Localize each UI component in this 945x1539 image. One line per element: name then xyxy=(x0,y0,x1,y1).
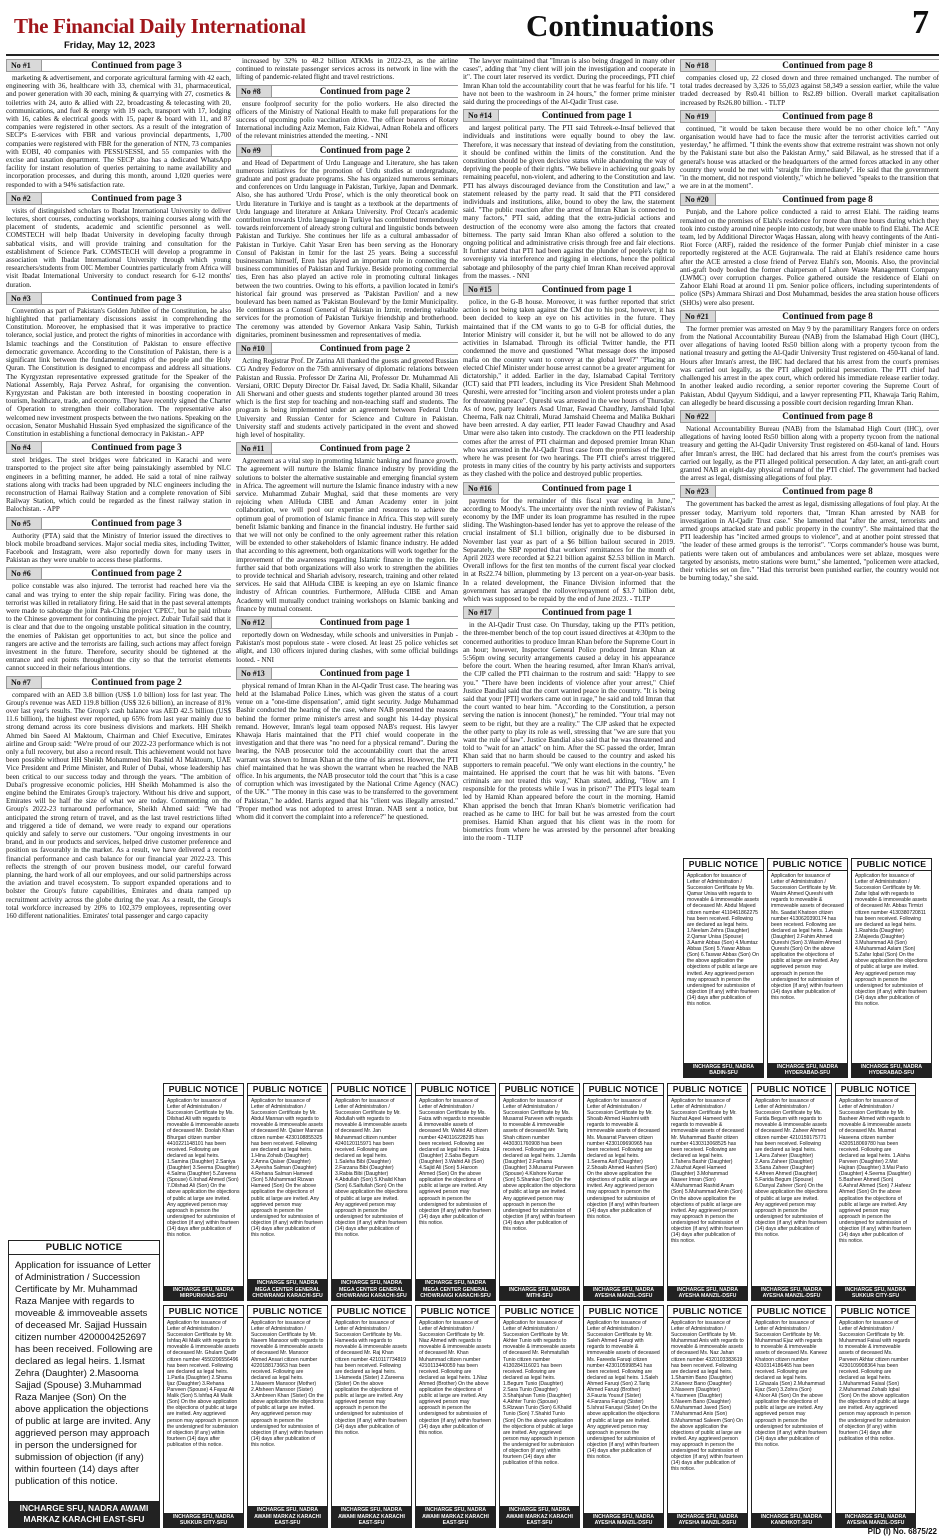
notice-title: PUBLIC NOTICE xyxy=(668,1306,747,1318)
continued-from-label: Continued from page 8 xyxy=(716,110,939,123)
notice-body: Application for issuance of Letter of Administration / Succession Certificate by Mr. Zafar Iqbal with regards to moveable & immoveable assets of deceased Mr. Abbas Tirmizi citizen number 4130380720811 has been received. Following are declared as legal heirs. 1.Rashida (Daughter) 2.Majeeda (Daughter) 3.Muhammad Ali (Son) 4.Muhammad Aslam (Son) 5.Zafar Iqbal (Son) On the above application the objections of public at large are invited. Any aggrieved person may approach in person the undersigned for submission of objection (if any) within fourteen (14) days after publication of this notice. xyxy=(855,873,928,1007)
story-header xyxy=(236,616,458,629)
story xyxy=(236,57,458,82)
public-notice xyxy=(331,1305,412,1528)
notice-body: Application for issuance of Letter of Administration / Succession Certificate by Mr. Basheer Ahmed with regards to moveable & immoveable assets of deceased Ms. Musmat Haseena citizen number 4320518069780 has been received. Following are declared as legal heirs. 1.Aisha Parveen (Daughter) 2.Mst Hajiran (Daughter) 3.Mai Pario (Daughter) 4.Seema (Daughter) 5.Basheer Ahmed (Son) 6.Ashraf Ahmed (Son) 7.Hafeez Ahmed (Son) On the above application the objections of public at large are invited. Any aggrieved person may approach in person the undersigned for submission of objection (if any) within fourteen (14) days after publication of this notice. xyxy=(839,1098,911,1245)
notice-title: PUBLIC NOTICE xyxy=(332,1084,411,1096)
story-text: increased by 32% to 48.2 billion ATKMs in 2022-23, as the airline continued to reinstate passenger services across its network in line with the lifting of pandemic-related flight and travel restrictions. xyxy=(236,57,458,82)
story xyxy=(680,410,939,482)
story xyxy=(6,567,231,672)
public-notice xyxy=(163,1305,244,1528)
continued-from-label: Continued from page 2 xyxy=(42,676,231,689)
story xyxy=(6,292,231,438)
story-text: reportedly down on Wednesday, while schools and universities in Punjab - Pakistan's most populous state - were closed. At least 25 police vehicles set alight, and 130 officers injured during clashes, with some official buildings looted. - NNI xyxy=(236,630,458,664)
notice-title: PUBLIC NOTICE xyxy=(332,1306,411,1318)
continued-from-label: Continued from page 3 xyxy=(42,292,231,305)
public-notice xyxy=(583,1083,664,1301)
story-number: No #7 xyxy=(6,676,42,689)
story xyxy=(6,441,231,513)
masthead-rule xyxy=(6,54,939,56)
story-text: police constable was also injured. The terrorist had reached here via the canal and was trying to enter the ship repair facility. Firing was done, the terrorist was killed in retaliatory firing. He said that in the past several attempts were made to sabotage the joint Pak-China project 'CPEC', but he paid tribute to the Chinese government for continuing the project. Zubair Tufail said that it is clear and that due to the ongoing unstable political situation in the country, the enemies of Pakistan get opportunities to act, but since the police and rangers are active and the terrorists are failing, such actions may affect foreign investment in the future. Therefore, security should be tightened at the entrance and exit points throughout the city so that the terrorist elements cannot succeed in their nefarious intentions. xyxy=(6,582,231,673)
notice-footer: INCHARGE SFU, NADRA MEGA CENTER GENERAL CHOWRANGI KARACHI-SFU xyxy=(416,1279,495,1300)
story xyxy=(680,485,939,582)
notice-title: PUBLIC NOTICE xyxy=(684,859,763,871)
notice-footer: INCHARGE SFU, NADRA KANDHKOT-SFU xyxy=(752,1513,831,1527)
notice-footer: INCHARGE SFU, NADRA AWAMI MARKAZ KARACHI EAST-SFU xyxy=(500,1506,579,1527)
story-header xyxy=(236,85,458,98)
story-text: National Accountability Bureau (NAB) from the Islamabad High Court (IHC), over allegations of having looted Rs50 billion along with a property tycoon from the national treasury and getting the Al-Qadir University Trust registered on 450-kanal of land. Hours after Imran's arrest, the IHC had declared that his arrest from the court's premises was carried out legally, as the PTI alleged political persecution. A day later, an anti-graft court granted NAB an eight-day physical remand of the PTI chief. The government had backed the arrest as legal, dismissing allegations of foul play. xyxy=(680,424,939,483)
story-text: Authority (PTA) said that the Ministry of Interior issued the directives to block mobile broadband services. Major social media sites, including Twitter, Facebook and Instagram, were also reportedly down for many users in Pakistan as they were unable to access these platforms. xyxy=(6,531,231,565)
notice-footer: INCHARGE SFU, NADRA BADIN-SFU xyxy=(684,1063,763,1077)
continued-from-label: Continued from page 8 xyxy=(716,193,939,206)
notice-title: PUBLIC NOTICE xyxy=(500,1084,579,1096)
story-header xyxy=(463,482,675,495)
continued-from-label: Continued from page 3 xyxy=(42,59,231,72)
public-notice xyxy=(667,1305,748,1528)
notice-body: Application for issuance of Letter of Administration / Succession Certificate by Mr. Ishfaq Ali Malik with regards to moveable & immoveable assets of deceased Mr. Ghulam Qadir citizen number 4550206556496 has been received. Following are declared as legal heirs. 1.Parila (Daughter) 2.Shama Ijaz (Daughter) 3.Rehana Parveen (Spouse) 4.Fayaz Ali Malik (Son) 5.Ishfaq Ali Malik (Son) On the above application the objections of public at large are invited. Any aggrieved person may approach in person the undersigned for submission of objection (if any) within fourteen (14) days after publication of this notice. xyxy=(167,1320,239,1448)
story-header xyxy=(6,676,231,689)
notice-body: Application for issuance of Letter of Administration / Succession Certificate by Ms. Faiza with regards to moveable & immoveable assets of deceased Mr. Wahid Ali citizen number 4240116228295 has been received. Following are declared as legal heirs. 1.Faiza (Daughter) 2.Saba Begum (Daughter) 3.Wahid Ali (Son) 4.Sajid Ali (Son) 5.Haroon Ahmed (Son) On the above application the objections of public at large are invited. Any aggrieved person may approach in person the undersigned for submission of objection (if any) within fourteen (14) days after publication of this notice. xyxy=(419,1098,491,1226)
story-text: in the Al-Qadir Trust case. On Thursday, taking up the PTI's petition, the three-member bench of the top court issued directives at 4:30pm to the concerned authorities to produce Imran Khan before the Supreme Court in an hour; however, Inspector General Police produced Imran Khan at 5:56pm owing security arrangements caused a delay in his appearance before the court. When the hearing resumed, after Imran Khan's arrival, the CJP called the PTI chairman to the rostrum and said: "Happy to see you." "There have been incidents of violence after your arrest," Chief Justice Bandial said that the court wanted peace in the country. "It is being said that your [PTI] workers came out in rage," he said and told Imran that the court wanted to hear him. "According to the Constitution, a person serving the nation is innocent (honest)," he reminded. "Your trial may not seem to be right, but they are a reality." The CJP asked that he expected the other party to play its role as well, stressing that "we are sure that you want the rule of law". Justice Bandial also said that he was threatened and told to "wait for an attack" on him. After the SC passed the order, Imran Khan said that no harm should be caused to the country and asked his supporters to remain peaceful. "We only want elections in the country," he maintained. He apprised the court that he was hit with batons. "Even criminals are not treated this way," Khan stated, adding, "How am I responsible for the protests while I was in prison?" The PTI's legal team led by Hamid Khan appeared before the court in the morning. Hamid Khan apprised the bench that Imran Khan's biometric verification had reached as he came to IHC for bail but he was arrested from the court premises. Hamid Khan argued that his client was in the room for biometrics from where he was arrested by the personnel after breaking into the room - TLTP xyxy=(463,621,675,843)
story-number: No #11 xyxy=(236,442,272,455)
continued-from-label: Continued from page 1 xyxy=(499,606,675,619)
pid-number: PID (I) No. 6875/22 xyxy=(867,1527,937,1536)
notice-body: Application for issuance of Letter of Administration / Succession Certificate by Mr. Muhammad Anis with regards to moveable & immoveable assets of deceased Ms. Naz Jahan citizen number 4320103383619 has been received. Following are declared as legal heirs. 1.Shamim Bano (Daughter) 2.Kaneez Bano (Daughter) 3.Naseem (Daughter) 4.Yasmeen (Daughter) 5.Naeem Bano (Daughter) 6.Muhammad Javed (Son) 7.Muhammad Anis (Son) 8.Muhammad Saleem (Son) On the above application the objections of public at large are invited. Any aggrieved person may approach in person the undersigned for submission of objection (if any) within fourteen (14) days after publication of this notice. xyxy=(671,1320,744,1473)
story xyxy=(6,517,231,565)
page-number: 7 xyxy=(912,4,929,41)
notice-footer: INCHARGE SFU, NADRA AYESHA MANZIL-DSFU xyxy=(584,1513,663,1527)
story xyxy=(6,192,231,289)
story-text: The former premier was arrested on May 9 by the paramilitary Rangers force on orders from the National Accountability Bureau (NAB) from the Islamabad High Court (IHC), over allegations of having looted Rs50 billion along with a property tycoon from the national treasury and getting the Al-Qadir University Trust registered on 450-kanal of land. Hours after Imran's arrest, the IHC had declared that his arrest from the court's premises was carried out legally, as the PTI alleged political persecution. The PTI chief had challenged his arrest in the apex court, which ordered his immediate release earlier today. In another leaked audio recording, a senior reporter covering the Supreme Court of Pakistan, Abdul Qayyum Siddiqui, and a lawyer representing PTI, Khawaja Tariq Rahim, can allegedly be heard discussing a possible court decision regarding Imran Khan. xyxy=(680,324,939,407)
story-header xyxy=(6,59,231,72)
story-number: No #15 xyxy=(463,283,499,296)
notice-body: Application for issuance of Letter of Administration / Succession Certificate by Mr. Abdul Mannan with regards to moveable & immoveable assets of deceased Mr. Qaiser Mannan citizen number 4230108855325 has been received. Following are declared as legal heirs. 1.Hina Zohaib (Daughter) 2.Amna Qaiser (Daughter) 3.Ayesha Salman (Daughter) 4.Rehana Salman Hameed (Son) 5.Muhammad Rizwan Hameed (Son) On the above application the objections of public at large are invited. Any aggrieved person may approach in person the undersigned for submission of objection (if any) within fourteen (14) days after publication of this notice. xyxy=(251,1098,324,1239)
story-header xyxy=(680,59,939,72)
continued-from-label: Continued from page 1 xyxy=(499,283,675,296)
text-column-1 xyxy=(6,57,231,1097)
notice-title: PUBLIC NOTICE xyxy=(768,859,847,871)
notice-body: Application for issuance of Letter of Administration / Succession Certificate by Mr. Wasim Ahmed Qureshi with regards to moveable & immoveable assets of deceased Ms. Saadat Khatoon citizen number 4130620390174 has been received. Following are declared as legal heirs. 1.Awais (Daughter) 2.Fahim Ahmed Qureshi (Son) 3.Wasim Ahmed Qureshi (Son) On the above application the objections of public at large are invited. Any aggrieved person may approach in person the undersigned for submission of objection (if any) within fourteen (14) days after publication of this notice. xyxy=(771,873,844,1001)
public-notice xyxy=(415,1083,496,1301)
story-number: No #6 xyxy=(6,567,42,580)
notice-footer: INCHARGE SFU, NADRA MEGA CENTER GENERAL CHOWRANGI KARACHI-SFU xyxy=(332,1279,411,1300)
story-number: No #2 xyxy=(6,192,42,205)
story-text: ensure foolproof security for the polio workers. He also directed the officers of the Ministry of National Health to make full preparations for the success of upcoming polio vaccination drive. The officer bearers of Rotary International including Aziz Memon, Faiz Kidwai, Adnan Rohela and officers of the relevant ministries attended the meeting. - NNI xyxy=(236,99,458,141)
notice-title: PUBLIC NOTICE xyxy=(248,1306,327,1318)
story xyxy=(680,110,939,191)
continued-from-label: Continued from page 8 xyxy=(716,485,939,498)
story-number: No #1 xyxy=(6,59,42,72)
continued-from-label: Continued from page 8 xyxy=(716,59,939,72)
continued-from-label: Continued from page 8 xyxy=(716,410,939,423)
story-number: No #20 xyxy=(680,193,716,206)
story-text: The lawyer maintained that "Imran is also being dragged in many other cases", adding that "my client will join the investigation and cooperate in it". The court later reserved its verdict. During the proceedings, PTI chief Imran Khan told the accountability court that he was fearful for his life. "I have not been to the washroom in 24 hours," the former prime minister said during the proceedings of the Al-Qadir Trust case. xyxy=(463,57,675,107)
continued-from-label: Continued from page 8 xyxy=(716,310,939,323)
notice-body: Application for issuance of Letter of Administration / Succession Certificate by Mr. Muhammad Ejaz with regards to moveable & immoveable assets of deceased Ms. Kaneez Khatoon citizen number 4310314186465 has been received. Following are declared as legal heirs. 1.Ghazala (Son) 2.Muhammad Ejaz (Son) 3.Zohra (Son) 4.Noor Ali (Son) On the above application the objections of public at large are invited. Any aggrieved person may approach in person the undersigned for submission of objection (if any) within fourteen (14) days after publication of this notice. xyxy=(755,1320,828,1448)
story-number: No #12 xyxy=(236,616,272,629)
notice-body: Application for issuance of Letter of Administration / Succession Certificate by Mr. Muhammad Faisal with regards to moveable & immoveable assets of deceased Ms. Parveen Akhtar citizen number 4230109908364 has been received. Following are declared as legal heirs. 1.Muhammad Faisal (Son) 2.Muhammad Zohaib Iqbal (Son) On the above application the objections of public at large are invited. Any aggrieved person may approach in person the undersigned for submission of objection (if any) within fourteen (14) days after publication of this notice. xyxy=(839,1320,911,1442)
notice-footer: INCHARGE SFU, NADRA MIRPURKHAS-SFU xyxy=(164,1286,243,1300)
masthead xyxy=(6,4,939,56)
story-number: No #4 xyxy=(6,441,42,454)
notice-footer: INCHARGE SFU, NADRA AYESHA MANZIL-DSFU xyxy=(668,1513,747,1527)
story-text: Acting Registrar Prof. Dr Zarina Ali thanked the guests and greeted Russian CG Andrey Fedorov on the 75th anniversary of diplomatic relations between Pakistan and Russia. Professor Dr Zarina Ali, Professor Dr. Muhammad Ali Versiani, ORIC Deputy Director Dr. Faisal Javed, Dr. Sadia Khalil, Sikandar Ali Sherwani and other guests and students together planted around 30 trees which is the first step for teaching and non-teaching staff and students. The program is being implemented under an agreement between Federal Urdu University and Russian Center for Science and Culture in Pakistan. University staff and students actively participated in the event and showed high level of hospitality. xyxy=(236,357,458,439)
story-number: No #18 xyxy=(680,59,716,72)
story-header xyxy=(463,606,675,619)
story-header xyxy=(6,517,231,530)
notice-title: PUBLIC NOTICE xyxy=(248,1084,327,1096)
notice-body: Application for issuance of Letter of Administration / Succession Certificate by Mr. Akhter Tunio with regards to moveable & immoveable assets of deceased Mr. Rehmatullah Tunio citizen number 4130284116021 has been received. Following are declared as legal heirs. 1.Begum Tunio (Daughter) 2.Sara Tunio (Daughter) 3.Shahjahan Tunio (Daughter) 4.Akhter Tunio (Spouse) 5.Rizwan Tunio (Son) 6.Khalid Tunio (Son) 7.Shahid Tunio (Son) On the above application the objections of public at large are invited. Any aggrieved person may approach in person the undersigned for submission of objection (if any) within fourteen (14) days after publication of this notice. xyxy=(503,1320,575,1467)
story-header xyxy=(6,567,231,580)
notice-footer: INCHARGE SFU, NADRA AWAMI MARKAZ KARACHI EAST-SFU xyxy=(248,1506,327,1527)
notice-body: Application for issuance of Letter of Administration / Succession Certificate by Ms. Farida Begum with regards to moveable & immoveable assets of deceased Mr. Zaheer Ahmed citizen number 4210159175771 has been received. Following are declared as legal heirs. 1.Asra Zaheer (Daughter) 2.Asra Zaheer (Daughter) 3.Sana Zaheer (Daughter) 4.Afreen Ahmed (Daughter) 5.Farida Begum (Spouse) 6.Danyal Zaheer (Son) On the above application the objections of public at large are invited. Any aggrieved person may approach in person the undersigned for submission of objection (if any) within fourteen (14) days after publication of this notice. xyxy=(755,1098,828,1239)
story-text: police, in the G-B house. Moreover, it was further reported that strict action is not being taken against the CM due to his post, however, it has been decided to keep an eye on his activities in the future. They maintained that if the CM wants to go to G-B for official duties, the Interior Ministry will consider it, but he will not be allowed to do any activities in Islamabad. Through its official Twitter handle, the PTI condemned the move and questioned "What message does the imposed mafia on the country want to convey at the global level?" "Placing an elected Chief Minister under house arrest cannot be a greater argument for dictatorship," it added. Earlier in the day, Islamabad Capital Territory (ICT) said that PTI leaders, including its Vice President Shah Mehmood Qureshi, were arrested for "inciting arson and violent protests under a plan for threatening peace". Qureshi was arrested in the wee hours of Thursday. As of now, party leaders Asad Umar, Fawad Chaudhry, Jamshaid Iqbal Cheema, Falk naz Chitrali, Murad Jamshaid Cheema and Malika Bukhari have been arrested. A day earlier, PTI leader Fawad Chaudhry and Asad Umar were also taken into custody. The crackdown on the PTI leadership comes after the arrest of PTI chairman and deposed premier Imran Khan who was arrested in the Al-Qadir Trust case from the premises of the IHC, where he was present for two hearings. The PTI chief's arrest triggered protests in many cities of the country by his party activists and supporters as they clashed with the police and destroyed public properties. xyxy=(463,298,675,479)
public-notice xyxy=(683,858,764,1078)
continued-from-label: Continued from page 2 xyxy=(272,144,458,157)
story xyxy=(680,193,939,306)
issue-date: Friday, May 12, 2023 xyxy=(64,40,156,51)
notice-title: PUBLIC NOTICE xyxy=(500,1306,579,1318)
story-header xyxy=(680,485,939,498)
story-number: No #3 xyxy=(6,292,42,305)
notice-body: Application for issuance of Letter of Administration / Succession Certificate by Mr. Nuzhat Aqeel Hameed with regards to moveable & immoveable assets of deceased Mr. Muhammad Bashir citizen number 4130313068525 has been received. Following are declared as legal heirs. 1.Tahera Bashir (Daughter) 2.Nuzhat Aqeel Hameed (Daughter) 3.Mohammad Naseer Imran (Son) 4.Muhammad Rashid Anam (Son) 5.Muhammad Amin (Son) On the above application the objections of public at large are invited. Any aggrieved person may approach in person the undersigned for submission of objection (if any) within fourteen (14) days after publication of this notice. xyxy=(671,1098,744,1245)
notice-title: PUBLIC NOTICE xyxy=(164,1306,243,1318)
continued-from-label: Continued from page 2 xyxy=(272,342,458,355)
notice-title: PUBLIC NOTICE xyxy=(752,1306,831,1318)
public-notice xyxy=(163,1083,244,1301)
text-column-4 xyxy=(680,57,939,857)
story-header xyxy=(236,442,458,455)
story-header xyxy=(463,109,675,122)
notice-title: PUBLIC NOTICE xyxy=(9,1241,159,1255)
story-text: steel bridges. The steel bridges were fabricated in Karachi and were transported to the project site after being painstakingly assembled by NLC engineers in a befitting manner, he added. He said a total of nine railway stations along with tracks had been upgraded by NLC engineers including the reconstruction of Harnai Railway Station and a complete renovation of Sibi Railway Station, which could be regarded as the finest railway station in Balochistan. - APP xyxy=(6,456,231,514)
notice-footer: INCHARGE SFU, NADRA AWAMI MARKAZ KARACHI EAST-SFU xyxy=(416,1506,495,1527)
continued-from-label: Continued from page 1 xyxy=(499,109,675,122)
story-text: Convention as part of Pakistan's Golden Jubilee of the Constitution, he also highlighted that parliamentary discussions assist in comprehending the Constitution. Moreover, he emphasised that it was imperative to practice tolerance, social justice, and protect the rights of minorities in accordance with Islamic teachings and the Constitution of Pakistan to ensure effective democratic governance. According to the Constitution of Pakistan, there is a significant link between the fundamental rights of the people and the Holy Quran. The Constitution is designed to encompass and address all situations. The Kyrgyzstan representative expressed gratitude for the Speaker of the National Assembly, Raja Pervez Ashraf, for organising the convention. Kyrgyzstan and Pakistan are both interested in boosting cooperation in tourism, healthcare, trade, and economy. They have recently signed the Charter of Operation to strengthen their collaboration. The representative also welcomed new investment prospects between the two nations. Speaking on the occasion, Senator Mushahid Hussain Syed emphasized the significance of the Constitution in establishing a functional democracy in Pakistan.- APP xyxy=(6,306,231,438)
story-text: Punjab, and the Lahore police conducted a raid to arrest Elahi. The raiding teams remained on the premises of Elahi's residence for more than three hours during which they took into custody around nine people into custody, but were unable to find Elahi. The ACE team, led by Additional Director Waqas Hassan, along with heavy contingents of the Anti-Riot Force (ARF), raided the residence of the former Punjab chief minister in a case reportedly registered at the ACE Gujranwala. The raid at Elahi's residence came hours after the ACE arrested a close friend of Pervez Elahi's son, Moonis. Also, the provincial anti-graft body booked the former chairperson of Lahore Waste Management Company (LWMC) over corruption charges. Police gathered outside the residence of Elahi on Zahoor Elahi Road at around 11 pm. Senior police officers, including superintendents of police (SPs) Ammara Shirazi and Dost Muhammad, besides the area station house officers (SHOs) were also present. xyxy=(680,208,939,307)
story-header xyxy=(680,110,939,123)
story xyxy=(463,109,675,280)
story-number: No #9 xyxy=(236,144,272,157)
public-notice xyxy=(851,858,932,1078)
story xyxy=(680,59,939,107)
story-number: No #22 xyxy=(680,410,716,423)
notice-title: PUBLIC NOTICE xyxy=(668,1084,747,1096)
public-notice xyxy=(751,1305,832,1528)
notice-footer: INCHARGE SFU, NADRA AWAMI MARKAZ KARACHI EAST-SFU xyxy=(332,1506,411,1527)
notice-body: Application for issuance of Letter of Administration / Succession Certificate by Ms. Dilshad Ali with regards to moveable & immoveable assets of deceased Mr. Doolah Khan Bhurgari citizen number 4410221148101 has been received. Following are declared as legal heirs. 1.Samina (Daughter) 2.Saniya (Daughter) 3.Seema (Daughter) 4.Salma (Daughter) 5.Zareena (Spouse) 6.Irshad Ahmed (Son) 7.Dilshad Ali (Son) On the above application the objections of public at large are invited. Any aggrieved person may approach in person the undersigned for submission of objection (if any) within fourteen (14) days after publication of this notice. xyxy=(167,1098,240,1239)
story-number: No #5 xyxy=(6,517,42,530)
story-number: No #13 xyxy=(236,667,272,680)
notice-footer: INCHARGE SFU, NADRA MEGA CENTER GENERAL CHOWRANGI KARACHI-SFU xyxy=(248,1279,327,1300)
story xyxy=(6,676,231,921)
story-number: No #19 xyxy=(680,110,716,123)
story-text: marketing & advertisement, and corporate agricultural farming with 42 each, engineering with 36, healthcare with 33, chemical with 31, pharmaceutical, and power generation with 30 each, mining & quarrying with 27, cosmetics & toiletries with 24, auto & allied with 22, broadcasting & telecasting with 20, communications, and fuel & energy with 19 each, transport with 17, lodging with 16, cables & electrical goods with 15, paper & board with 11, and 87 companies were registered in other sectors. As a result of the integration of SECP's E-services with FBR and various provincial departments, 1,700 companies were registered with FBR for the generation of NTN, 73 companies with EOBI, 40 companies with PESSI/SESSI, and 55 companies with the excise and taxation department. The SECP also has a dedicated WhatsApp facility for instant resolution of queries pertaining to name availability and incorporation processes, and during this month, around 1,020 queries were responded to with a 94% satisfaction rate. xyxy=(6,74,231,189)
notice-title: PUBLIC NOTICE xyxy=(416,1306,495,1318)
story xyxy=(236,85,458,141)
story-header xyxy=(236,144,458,157)
public-notice xyxy=(247,1305,328,1528)
story-text: and largest political party. The PTI said Tehreek-e-Insaf believed that individuals and institutions were equally bound to obey the law. Therefore, it was necessary that instead of deviating from the constitution, it should be confined within the limits of the constitution. And the constitution should be given decisive status while abandoning the way of depriving the people of their rights. "We believe in achieving our goals by remaining peaceful, non-violent, and adhering to the Constitution and law. PTI has always discouraged deviance from the Constitution and law," a statement released by the party read. It said that the PTI considered individuals and institutions, alike, bound to obey the law, the statement said. "The public reaction after the arrest of Imran Khan is connected to many factors," PTI said, adding that the extra-judicial actions and destruction of the economy were also among the factors that created bitterness. The party said Imran Khan also offered a solution to the ongoing political and administrative crisis through free and fair elections. It further stated that PTI had been against the plunder of people's right to sovereignty via interference and rigging in elections, hence the political sabotage and philosophy of the party chief Imran Khan received approval from the masses. - NNI xyxy=(463,124,675,280)
story-text: continued, "it would be taken because there would be no other choice left." "Any organisation would have had to face the music after the terrorist activities carried out yesterday," he affirmed. "I think the events show that extreme restraint was shown not only by the Pakistani state but also the Pakistan Army," said Bilawal, as he stressed that if a general's house was attacked or the headquarters of the armed forces attacked in any other country they would be met with "straight fire immediately". He said that the government "in the moment, did not respond violently," which he believed "speaks to the transition that we are in at the moment". xyxy=(680,124,939,191)
story xyxy=(463,482,675,604)
story-header xyxy=(236,667,458,680)
story-number: No #14 xyxy=(463,109,499,122)
notice-footer: INCHARGE SFU, NADRA AYESHA MANZIL-DSFU xyxy=(668,1286,747,1300)
story-header xyxy=(6,192,231,205)
notice-body: Application for issuance of Letter of Administration / Succession Certificate by Mr. Niaz Ahmed with regards to moveable & immoveable assets of deceased Mr. Khan Muhammad citizen number 4210113440059 has been received. Following are declared as legal heirs. 1.Niaz Ahmed (Brother) On the above application the objections of public at large are invited. Any aggrieved person may approach in person the undersigned for submission of objection (if any) within fourteen (14) days after publication of this notice. xyxy=(419,1320,491,1436)
story xyxy=(236,144,458,339)
story-number: No #16 xyxy=(463,482,499,495)
notice-footer: INCHARGE SFU, NADRA AYESHA MANZIL-DSFU xyxy=(752,1286,831,1300)
notice-title: PUBLIC NOTICE xyxy=(164,1084,243,1096)
continued-from-label: Continued from page 1 xyxy=(272,616,458,629)
story-header xyxy=(463,283,675,296)
section-title: Continuations xyxy=(526,8,714,43)
notice-footer: INCHARGE SFU, NADRA SUKKUR CITY-SFU xyxy=(836,1286,915,1300)
story-text: physical remand of Imran Khan in the Al-Qadir Trust case. The hearing was held at the Islamabad Police Lines, which was given the status of a court venue on a "one-time dispensation", amid tight security. Judge Muhammad Bashir conducted the hearing of the case, where NAB presented the reasons behind the former prime minister's arrest and sought his 14-day physical remand. However, Imran's legal team opposed NAB's request. His lawyer Khawaja Haris maintained that the PTI chief would cooperate in the investigation and that there was "no need for a physical remand". During the hearing, the NAB prosecutor told the accountability court that the arrest warrant was shown to Imran Khan at the time of his arrest. However, the PTI chief maintained that he was shown the warrant when he reached the NAB office. In his arguments, the NAB prosecutor told the court that "this is a case of corruption which was investigated by the National Crime Agency (NAC) of the UK." "The money in this case was to be transferred to the government of Pakistan," he added. Harris argued that his "client was illegally arrested." "Proper method was not adopted to arrest Imran. NAB sent a notice, but whom did it convert the complaint into a reference?" he questioned. xyxy=(236,681,458,822)
public-notice xyxy=(835,1305,916,1528)
story-text: visits of distinguished scholars to Ibadat International University to deliver lectures, short courses, conducting workshops, training courses along with the placement of students, academic and scientific personnel as well. COMSTECH will help Ibadat University in developing faculty through sabbatical visits, and will provide training and consultation for the establishment of Science Park. COMSTECH will develop a programme in association with Ibadat International University through which young researchers/students from OIC Member Countries particularly from Africa will visit Ibadat International University to conduct research for 6-12 months' duration. xyxy=(6,206,231,289)
story-header xyxy=(680,310,939,323)
story-text: Agreement as a vital step in promoting Islamic banking and finance growth. The agreement will nurture the Islamic finance industry by providing the solutions to bolster the alternative sustainable and emerging financial system in Africa. The agreement will nurture the Islamic finance industry with a new service. Muhammad Zubair Mughal, said that these moments are very rejoicing when AlHuda CIBE and Aman Academy enter in joint collaboration, we will pool our expertise and resources to achieve the optimum goal of promotion of Islamic finance in Africa. This step will surely benefit Islamic banking and finance in the financial industry. He further said that we will not only be confined to the only agreement rather this relation will be extended to other stakeholders of Islamic finance industry. He added that according to this agreement, both organizations will work together for the improvement of the awareness regarding Islamic finance in the region. He further said that both organizations will also work to strengthen the abilities to provide technical and Shariah advisory, research, training and other related services. He said that AlHuda CIBE is keeping an eye on Islamic finance industry of African countries. Furthermore, AlHuda CIBE and Aman Academy will mutually conduct training workshops on Islamic banking and finance by mutual consent. xyxy=(236,457,458,613)
continued-from-label: Continued from page 2 xyxy=(42,567,231,580)
story xyxy=(463,57,675,106)
story-number: No #10 xyxy=(236,342,272,355)
story-header xyxy=(680,410,939,423)
story-number: No #8 xyxy=(236,85,272,98)
notice-title: PUBLIC NOTICE xyxy=(416,1084,495,1096)
story xyxy=(236,342,458,439)
notice-title: PUBLIC NOTICE xyxy=(584,1084,663,1096)
story xyxy=(236,442,458,613)
public-notice xyxy=(667,1083,748,1301)
notice-title: PUBLIC NOTICE xyxy=(836,1306,915,1318)
story-text: companies closed up, 22 closed down and three remained unchanged. The number of total trades decreased by 3,326 to 55,023 against 58,349 a session earlier, while the value traded decreased by Rs0.41 billion to Rs2.89 billion. Overall market capitalisation increased by Rs26.80 billion. - TLTP xyxy=(680,74,939,107)
notice-body: Application for issuance of Letter of Administration / Succession Certificate by Mr. Abdullah with regards to moveable & immoveable assets of deceased Mr. Jan Muhammad citizen number 4240120115971 has been received. Following are declared as legal heirs. 1.Saleha Bibi (Daughter) 2.Farzana Bibi (Daughter) 3.Rabia Bibi (Daughter) 4.Abdullah (Son) 5.Khalid Khan (Son) 6.Saifullah (Son) On the above application the objections of public at large are invited. Any aggrieved person may approach in person the undersigned for submission of objection (if any) within fourteen (14) days after publication of this notice. xyxy=(335,1098,408,1239)
notice-footer: INCHARGE SFU, NADRA SUKKUR CITY-SFU xyxy=(164,1513,243,1527)
notice-title: PUBLIC NOTICE xyxy=(836,1084,915,1096)
story-text: payments for the remainder of this fiscal year ending in June," according to Moody's. The uncertainty over the ninth review of Pakistan's economy by the IMF under its loan programme has resulted in the rupee sliding. The Washington-based lender has yet to approve the release of the crucial instalment of $1.1 billion, originally due to be disbursed in November last year as part of a $6 billion bailout secured in 2019. Separately, the SBP reported that workers' remittances for the month of April 2023 were recorded at $2.21 billion against $2.53 billion in March. Overall inflows for the first ten months of the current fiscal year clocked in at Rs22.74 billion, plummeting by 13 percent on a year-on-year basis. In a related development, the Finance Division informed that the government has arranged the rollover/repayment of $3.7 billion debt, which was supposed to be repaid by the end of June 2023. - TLTP xyxy=(463,496,675,603)
text-column-3 xyxy=(463,57,675,1097)
notice-body: Application for issuance of Letter of Administration / Succession Certificate by Mr. Saleh Ahmed Faruqi with regards to moveable & immoveable assets of deceased Ms. Fareeda Faruqi citizen number 4230105998541 has been received. Following are declared as legal heirs. 1.Saleh Ahmed Faruqi (Son) 2.Tariq Ahmed Faruqi (Brother) 3.Fauzia Yousuf (Sister) 4.Farzana Faruqi (Sister) 5.Ishrat Faruqui (Sister) On the above application the objections of public at large are invited. Any aggrieved person may approach in person the undersigned for submission of objection (if any) within fourteen (14) days after publication of this notice. xyxy=(587,1320,660,1461)
public-notice xyxy=(767,858,848,1078)
continued-from-label: Continued from page 3 xyxy=(42,441,231,454)
story xyxy=(236,616,458,664)
notice-footer: INCHARGE SFU, NADRA MITHI-SFU xyxy=(500,1286,579,1300)
notice-footer: INCHARGE SFU, NADRA HYDERABAD-SFU xyxy=(768,1063,847,1077)
notice-body: Application for issuance of Letter of Administration / Succession Certificate by Ms. Hameeda with regards to moveable & immoveable assets of deceased Mr. Raj Khan citizen number 4210117734819 has been received. Following are declared as legal heirs. 1.Hameeda (Sister) 2.Zareena (Sister) On the above application the objections of public at large are invited. Any aggrieved person may approach in person the undersigned for submission of objection (if any) within fourteen (14) days after publication of this notice. xyxy=(335,1320,407,1436)
public-notice xyxy=(835,1083,916,1301)
notice-body: Application for issuance of Letter of Administration / Succession Certificate by Mr. Muhammad Raza Manjee with regards to moveable & immoveable assets of deceased Mr. Sajjad Hussain citizen number 4200004252697 has been received. Following are declared as legal heirs. 1.Ismat Zehra (Daughter) 2.Masooma Sajjad (Spouse) 3.Muhammad Raza Manjee (Son) On the above application the objections of public at large are invited. Any aggrieved person may approach in person the undersigned for submission of objection (if any) within fourteen (14) days after publication of this notice. xyxy=(15,1259,153,1486)
notice-body: Application for issuance of Letter of Administration / Succession Certificate by Ms. Musarrat Parveen with regards to moveable & immoveable assets of deceased Mr. Tariq Shah citizen number 4430301760908 has been received. Following are declared as legal heirs. 1.Jamila (Daughter) 2.Farhana (Daughter) 3.Musarrat Parveen (Spouse) 4.Kishore Kumar (Son) 5.Shankar (Son) On the above application the objections of public at large are invited. Any aggrieved person may approach in person the undersigned for submission of objection (if any) within fourteen (14) days after publication of this notice. xyxy=(503,1098,576,1232)
notice-footer: INCHARGE SFU, NADRA AYESHA MANZIL-DSFU xyxy=(836,1513,915,1527)
public-notice xyxy=(247,1083,328,1301)
story-number: No #23 xyxy=(680,485,716,498)
public-notice xyxy=(499,1083,580,1301)
story xyxy=(236,667,458,821)
continued-from-label: Continued from page 2 xyxy=(272,442,458,455)
notice-body: Application for issuance of Letter of Administration / Succession Certificate by Mr. Shoaib Ahmed Hashmi with regards to moveable & immoveable assets of deceased Ms. Musarrat Parveen citizen number 4230109690965 has been received. Following are declared as legal heirs. 1.Seema Asif (Daughter) 2.Shoaib Ahmed Hashmi (Son) On the above application the objections of public at large are invited. Any aggrieved person may approach in person the undersigned for submission of objection (if any) within fourteen (14) days after publication of this notice. xyxy=(587,1098,660,1220)
story xyxy=(6,59,231,189)
story-number: No #21 xyxy=(680,310,716,323)
story-text: compared with an AED 3.8 billion (US$ 1.0 billion) loss for last year. The Group's revenue was AED 119.8 billion (US$ 32.6 billion), an increase of 81% over last year's results. The Group's cash balance was AED 42.5 billion (US$ 11.6 billion), the highest ever reported, up 65% from last year mainly due to strong demand across its core business divisions and markets. HH Sheikh Ahmed bin Saeed Al Maktoum, Chairman and Chief Executive, Emirates airline and Group said: "We're proud of our 2022-23 performance which is not only a full recovery, but also a record result. This achievement would not have been possible without HH Sheikh Mohammed bin Rashid Al Maktoum, UAE Vice President and Prime Minister, and Ruler of Dubai, whose leadership has been critical to our success today and through the years. "The ambition of Dubai's progressive economic policies, HH Sheikh Mohammed is also the engine behind the Emirates Group's trajectory. Without his drive and support, Emirates will be half the size of what we are today. Commenting on the Group's 2022-23 turnaround performance, Sheikh Ahmed said: "We had anticipated the strong return of travel, and as the last travel restrictions lifted and triggered a tide of demand, we were ready to expand our operations quickly and safely to serve our customers. "Our ongoing investments in our brand, and in our products and services, helped drive customer preference and position us favourably in the market. As a result, we have delivered a record financial performance and cash balance for our financial year 2022-23. This reflects the strength of our proven business model, our careful forward planning, the hard work of all our employees, and our solid partnerships across the aviation and travel ecosystem. To support expanded operations and to bolster the Group's future capabilities, Emirates and dnata ramped up recruitment activity across the globe during the year. As a result, the Group's total workforce increased by 20% to 102,379 employees, representing over 160 different nationalities. Emirates' total passenger and cargo capacity xyxy=(6,690,231,921)
notice-footer: INCHARGE SFU, NADRA AWAMI MARKAZ KARACHI EAST-SFU xyxy=(9,1501,159,1527)
public-notice xyxy=(499,1305,580,1528)
text-column-2 xyxy=(236,57,458,1097)
continued-from-label: Continued from page 2 xyxy=(272,85,458,98)
story xyxy=(680,310,939,407)
continued-from-label: Continued from page 1 xyxy=(272,667,458,680)
notice-footer: INCHARGE SFU, NADRA HYDERABAD-SFU xyxy=(852,1063,931,1077)
notice-footer: INCHARGE SFU, NADRA AYESHA MANZIL-DSFU xyxy=(584,1286,663,1300)
newspaper-title: The Financial Daily International xyxy=(14,14,306,38)
public-notice xyxy=(583,1305,664,1528)
story-text: The government has backed the arrest as legal, dismissing allegations of foul play. At the presser today, Marriyum told reporters that, "Imran Khan arrested by NAB for investigation in Al-Qadir Trust case." She lamented that "after the arrest, terrorists and armed groups attacked state and public property in the country". She maintained that the PTI leadership has "incited armed groups to violence", and at another point stressed that "the leader of these armed groups is the terrorist". "Corps commander's house was burnt, patients were taken out of ambulances and ambulances were set ablaze, mosques were targeted by arsonists, metro stations were burnt," she lamented, "policemen were attacked, their vehicles set on fire." "Had this terrorist been punished earlier, the country would not be burning today," she said. xyxy=(680,500,939,583)
public-notice-large xyxy=(8,1240,160,1528)
notice-title: PUBLIC NOTICE xyxy=(584,1306,663,1318)
continued-from-label: Continued from page 3 xyxy=(42,192,231,205)
public-notice xyxy=(415,1305,496,1528)
public-notice xyxy=(331,1083,412,1301)
notice-body: Application for issuance of Letter of Administration / Succession Certificate by Ms. Qamar Unisa with regards to moveable & immoveable assets of deceased Mr. Abdul Majeed citizen number 4110461862275 has been received. Following are declared as legal heirs. 1.Neelam Zehra (Daughter) 2.Qamar Unisa (Spouse) 3.Aamir Abbas (Son) 4.Mumtaz Abbas (Son) 5.Yawar Abbas (Son) 6.Taswar Abbas (Son) On the above application the objections of public at large are invited. Any aggrieved person may approach in person the undersigned for submission of objection (if any) within fourteen (14) days after publication of this notice. xyxy=(687,873,759,1007)
story-header xyxy=(680,193,939,206)
story-number: No #17 xyxy=(463,606,499,619)
continued-from-label: Continued from page 3 xyxy=(42,517,231,530)
story-header xyxy=(6,441,231,454)
story xyxy=(463,606,675,842)
story-header xyxy=(236,342,458,355)
notice-title: PUBLIC NOTICE xyxy=(852,859,931,871)
notice-title: PUBLIC NOTICE xyxy=(752,1084,831,1096)
notice-body: Application for issuance of Letter of Administration / Succession Certificate by Mr. Naeem Mansoor with regards to moveable & immoveable assets of deceased Mr. Mansoor Ahmed Ansari citizen number 4220188173663 has been received. Following are declared as legal heirs. 1.Naseem Mansoor (Mother) 2.Afsheen Mansoor (Sister) 3.Ambreen Khan (Sister) On the above application the objections of public at large are invited. Any aggrieved person may approach in person the undersigned for submission of objection (if any) within fourteen (14) days after publication of this notice. xyxy=(251,1320,324,1448)
story-header xyxy=(6,292,231,305)
story xyxy=(463,283,675,478)
public-notice xyxy=(751,1083,832,1301)
story-text: and Head of Department of Urdu Language and Literature, she has taken numerous initiatives for the promotion of Urdu studies at undergraduate, graduate and post graduate programs. She has organized numerous seminars and conferences on Urdu language in Pakistan, Turkiye, Japan and Denmark. Also, she has authored 'Urdu Prose', which is the only theoretical book on Urdu literature in Turkiye and is taught as a textbook at the departments of Urdu language and literature at Ankara University. Prof Ozcan's academic contribution towards Urdu language in Turkiye has contributed tremendously towards reinforcement of already strong cultural and linguistic bonds between Pakistan and Turkiye. She continues her life as a cultural ambassador of Pakistan in Turkiye. Cahit Yasar Eren has been serving as the Honorary Consul of Pakistan in Izmir for the last 25 years. Being a successful businessman himself, Eren has played an important role in connecting the business communities of Pakistan and Turkiye. Beside promoting commercial ties, Eren has also played an active role in promoting cultural linkages between the two countries. Owing to his efforts, a pavilion located in Izmir's historical fair ground was preserved as 'Pakistan Pavilion' and a new boulevard has been named as 'Pakistan Boulevard' by the Izmir Municipality. He continues as a Consul General of Pakistan in Izmir, rendering valuable services for the promotion of Pakistan Turkiye friendship and brotherhood. The ceremony was attended by Governor Ankara Vasip Sahin, Turkish dignitaries, prominent businessmen and representatives of media. xyxy=(236,158,458,339)
continued-from-label: Continued from page 1 xyxy=(499,482,675,495)
